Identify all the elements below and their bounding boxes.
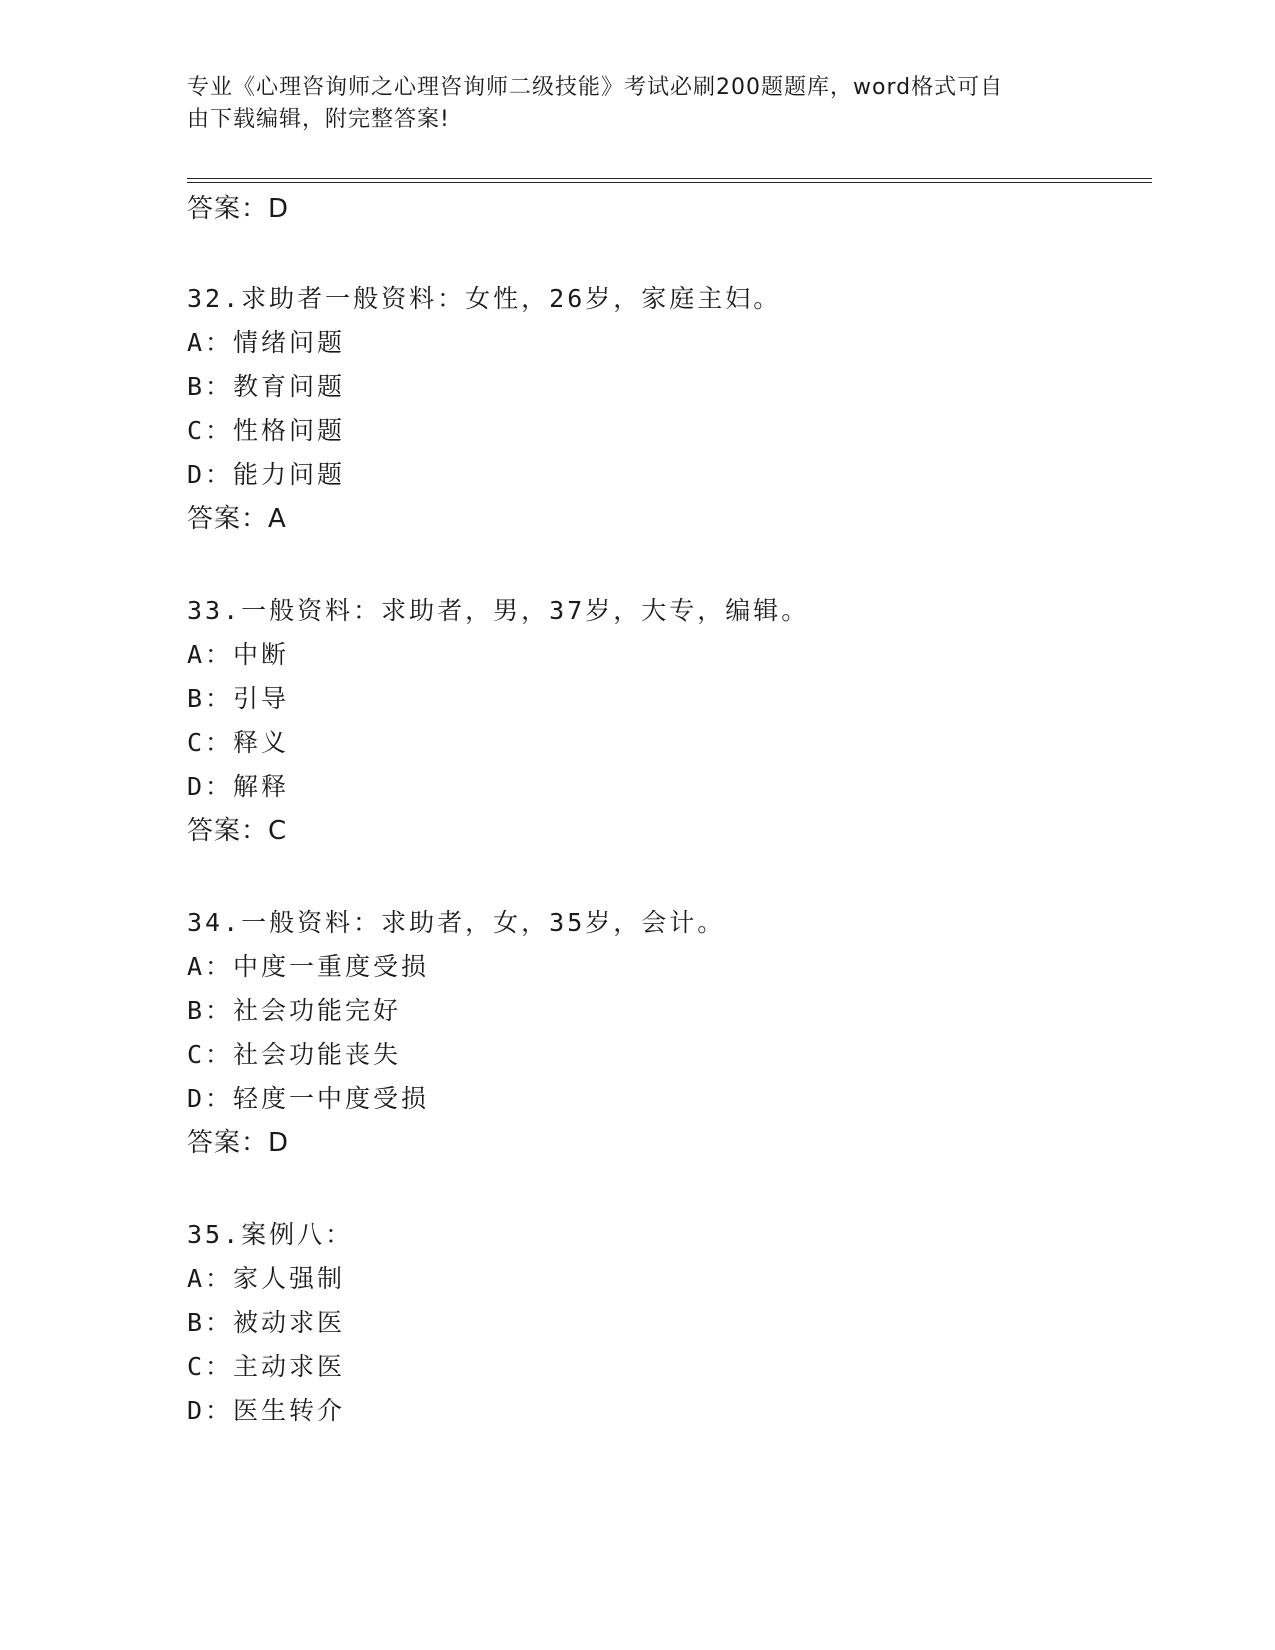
option-b: B：社会功能完好 [187, 996, 402, 1025]
option-b: B：被动求医 [187, 1308, 346, 1337]
question-stem: 32.求助者一般资料：女性，26岁，家庭主妇。 [187, 284, 782, 313]
option-d: D：解释 [187, 772, 290, 801]
option-c: C：主动求医 [187, 1352, 346, 1381]
answer: 答案：A [187, 504, 287, 534]
question-stem: 35.案例八： [187, 1220, 354, 1249]
header-divider-top [187, 178, 1152, 179]
option-d: D：轻度一中度受损 [187, 1084, 430, 1113]
option-c: C：社会功能丧失 [187, 1040, 402, 1069]
option-a: A：情绪问题 [187, 328, 346, 357]
question-stem: 34.一般资料：求助者，女，35岁，会计。 [187, 908, 726, 937]
document-header [187, 72, 1067, 136]
previous-answer: 答案：D [187, 194, 290, 224]
option-d: D：能力问题 [187, 460, 346, 489]
option-a: A：中度一重度受损 [187, 952, 430, 981]
option-a: A：家人强制 [187, 1264, 346, 1293]
option-c: C：性格问题 [187, 416, 346, 445]
header-divider-bottom [187, 182, 1152, 183]
option-b: B：教育问题 [187, 372, 346, 401]
header-line-2: 由下载编辑，附完整答案! [187, 107, 450, 132]
option-c: C：释义 [187, 728, 290, 757]
answer: 答案：D [187, 1128, 290, 1158]
option-a: A：中断 [187, 640, 290, 669]
answer: 答案：C [187, 816, 288, 846]
header-line-1: 专业《心理咨询师之心理咨询师二级技能》考试必刷200题题库，word格式可自 [187, 75, 1004, 100]
option-d: D：医生转介 [187, 1396, 346, 1425]
question-stem: 33.一般资料：求助者，男，37岁，大专，编辑。 [187, 596, 810, 625]
option-b: B：引导 [187, 684, 290, 713]
